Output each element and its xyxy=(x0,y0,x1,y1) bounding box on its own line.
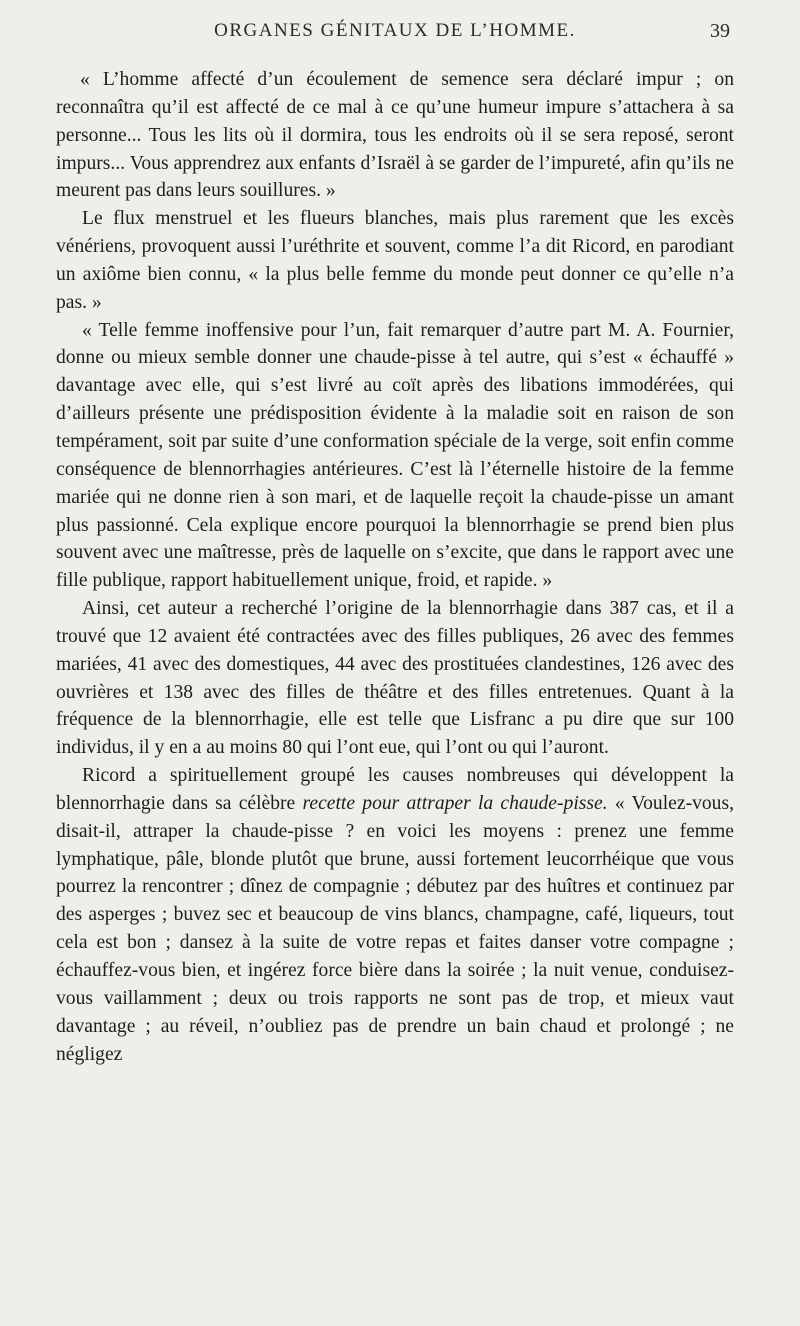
paragraph-statistics: Ainsi, cet auteur a recherché l’origine de la blennorrhagie dans 387 cas, et il a trouvé que 12 avaient été contractées avec des filles publiques, 26 avec des femmes mariées, 41 avec des domestiques, 44 avec des prostituées clandestines, 126 avec des ouvrières et 138 avec des filles de théâtre et des filles entretenues. Quant à la fréquence de la blennorrhagie, elle est telle que Lisfranc a pu dire que sur 100 individus, il y en a au moins 80 qui l’ont eue, qui l’ont ou qui l’auront. xyxy=(56,598,734,759)
page-number: 39 xyxy=(710,20,730,42)
recipe-body-text: « Voulez-vous, disait-il, attraper la chaude-pisse ? en voici les moyens : prenez une femme lymphatique, pâle, blonde plutôt que brune, aussi fortement leucorrhéique que vous pourrez la rencontrer ; dînez de compagnie ; débutez par des huîtres et continuez par des asperges ; buvez sec et beaucoup de vins blancs, champagne, café, liqueurs, tout cela est bon ; dansez à la suite de votre repas et faites danser votre compagne ; échauffez-vous bien, et ingérez force bière dans la soirée ; la nuit venue, conduisez-vous vaillamment ; deux ou trois rapports ne sont pas de trop, et mieux vaut davantage ; au réveil, n’oubliez pas de prendre un bain chaud et prolongé ; ne négligez xyxy=(56,792,735,1065)
running-head xyxy=(60,20,730,48)
running-title: ORGANES GÉNITAUX DE L’HOMME. xyxy=(214,20,576,41)
body-text xyxy=(56,66,734,1068)
recipe-title-italic: recette pour attraper la chaude-pisse. xyxy=(302,792,608,814)
paragraph-quote-leviticus: « L’homme affecté d’un écoulement de semence sera déclaré impur ; on reconnaîtra qu’il est affecté de ce mal à ce qu’une humeur impure s’attachera à sa personne... Tous les lits où il dormira, tous les endroits où il se sera reposé, seront impurs... Vous apprendrez aux enfants d’Israël à se garder de l’impureté, afin qu’ils ne meurent pas dans leurs souillures. » xyxy=(56,69,734,202)
paragraph-ricord-recipe xyxy=(56,762,734,1068)
paragraph-menstrual-flux: Le flux menstruel et les flueurs blanches, mais plus rarement que les excès vénériens, provoquent aussi l’uréthrite et souvent, comme l’a dit Ricord, en parodiant un axiôme bien connu, « la plus belle femme du monde peut donner ce qu’elle n’a pas. » xyxy=(56,208,734,313)
recipe-intro-text: Ricord a spirituellement groupé les causes nombreuses qui développent la blennorrhagie dans sa célèbre xyxy=(56,765,734,814)
paragraph-fournier-quote: « Telle femme inoffensive pour l’un, fait remarquer d’autre part M. A. Fournier, donne ou mieux semble donner une chaude-pisse à tel autre, qui s’est « échauffé » davantage avec elle, qui s’est livré au coït après des libations immodérées, qui d’ailleurs présente une prédisposition évidente à la maladie soit en raison de son tempérament, soit par suite d’une conformation spéciale de la verge, soit enfin comme conséquence de blennorrhagies antérieures. C’est là l’éternelle histoire de la femme mariée qui ne donne rien à son mari, et de laquelle reçoit la chaude-pisse un amant plus passionné. Cela explique encore pourquoi la blennorrhagie se prend bien plus souvent avec une maîtresse, près de laquelle on s’excite, que dans le rapport avec une fille publique, rapport habituellement unique, froid, et rapide. » xyxy=(56,319,734,592)
